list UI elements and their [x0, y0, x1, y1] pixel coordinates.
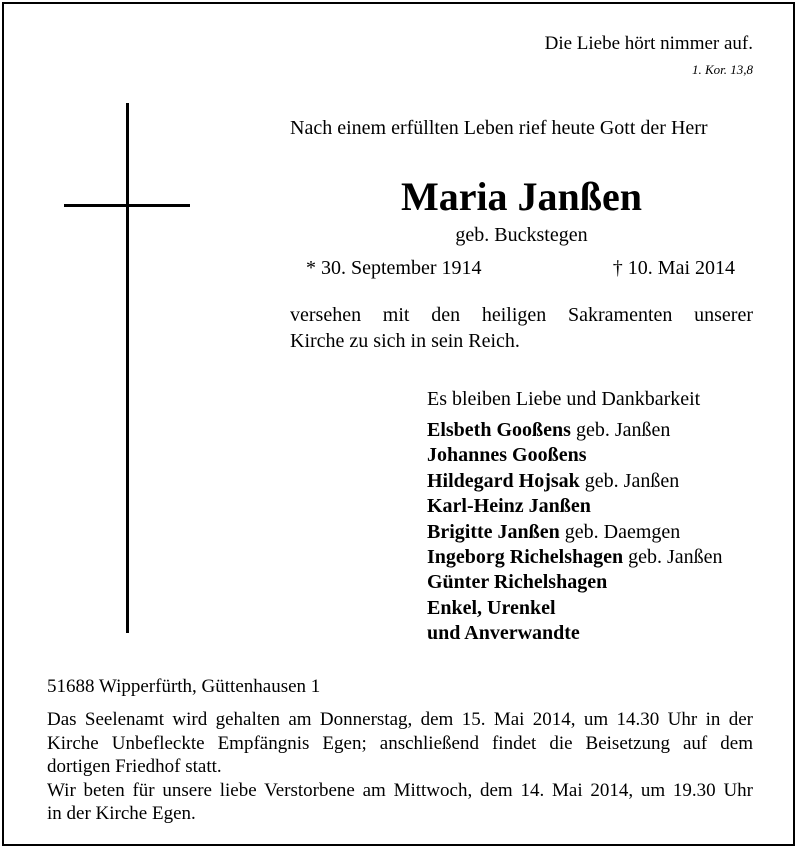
birth-name: geb. Buckstegen	[455, 224, 588, 246]
death-date: † 10. Mai 2014	[612, 257, 735, 279]
mourner-item	[427, 469, 723, 494]
mourner-item	[427, 443, 723, 468]
mourner-name: und Anverwandte	[427, 622, 580, 645]
mourner-suffix: geb. Janßen	[570, 419, 671, 441]
mourner-suffix: geb. Janßen	[579, 469, 680, 492]
cross-icon-bar	[64, 204, 190, 207]
motto-reference: 1. Kor. 13,8	[691, 62, 753, 77]
sacraments-line: Kirche zu sich in sein Reich.	[290, 330, 520, 352]
address-text: 51688 Wipperfürth, Güttenhausen 1	[47, 676, 321, 697]
mourner-item	[427, 596, 723, 621]
mourner-suffix: geb. Janßen	[623, 546, 723, 569]
mourner-item	[427, 621, 723, 646]
mourner-name: Hildegard Hojsak	[427, 469, 580, 492]
service-notice	[47, 708, 753, 826]
mourner-name: Ingeborg Richelshagen	[427, 546, 624, 569]
mourner-name: Enkel, Urenkel	[427, 596, 556, 619]
intro-text: Nach einem erfüllten Leben rief heute Gott der Herr	[290, 117, 708, 139]
remain-text: Es bleiben Liebe und Dankbarkeit	[427, 388, 701, 410]
notice-line: in der Kirche Egen.	[47, 803, 196, 824]
mourner-name: Elsbeth Gooßens	[427, 419, 571, 441]
sacraments-text	[290, 302, 753, 354]
mourner-item	[427, 418, 723, 443]
notice-line: Wir beten für unsere liebe Verstorbene am Mittwoch, dem 14. Mai 2014, um 19.30 Uhr	[47, 779, 753, 801]
notice-line: Das Seelenamt wird gehalten am Donnerstag, dem 15. Mai 2014, um 14.30 Uhr in der	[47, 709, 753, 730]
mourner-name: Karl-Heinz Janßen	[427, 495, 591, 518]
mourner-name: Brigitte Janßen	[427, 520, 560, 543]
motto-text: Die Liebe hört nimmer auf.	[544, 33, 753, 54]
birth-date: * 30. September 1914	[306, 257, 482, 279]
mourner-item	[427, 520, 723, 545]
notice-line: dortigen Friedhof statt.	[47, 756, 222, 777]
cross-icon	[126, 103, 129, 633]
mourners-list	[427, 418, 723, 647]
mourner-name: Johannes Gooßens	[427, 444, 587, 467]
mourner-item	[427, 570, 723, 595]
sacraments-line: versehen mit den heiligen Sakramenten unserer	[290, 304, 753, 326]
mourner-suffix: geb. Daemgen	[559, 520, 681, 543]
mourner-item	[427, 494, 723, 519]
deceased-name: Maria Janßen	[400, 174, 643, 219]
notice-line: Kirche Unbefleckte Empfängnis Egen; anschließend findet die Beisetzung auf dem	[47, 732, 753, 754]
mourner-name: Günter Richelshagen	[427, 571, 608, 594]
mourner-item	[427, 545, 723, 570]
